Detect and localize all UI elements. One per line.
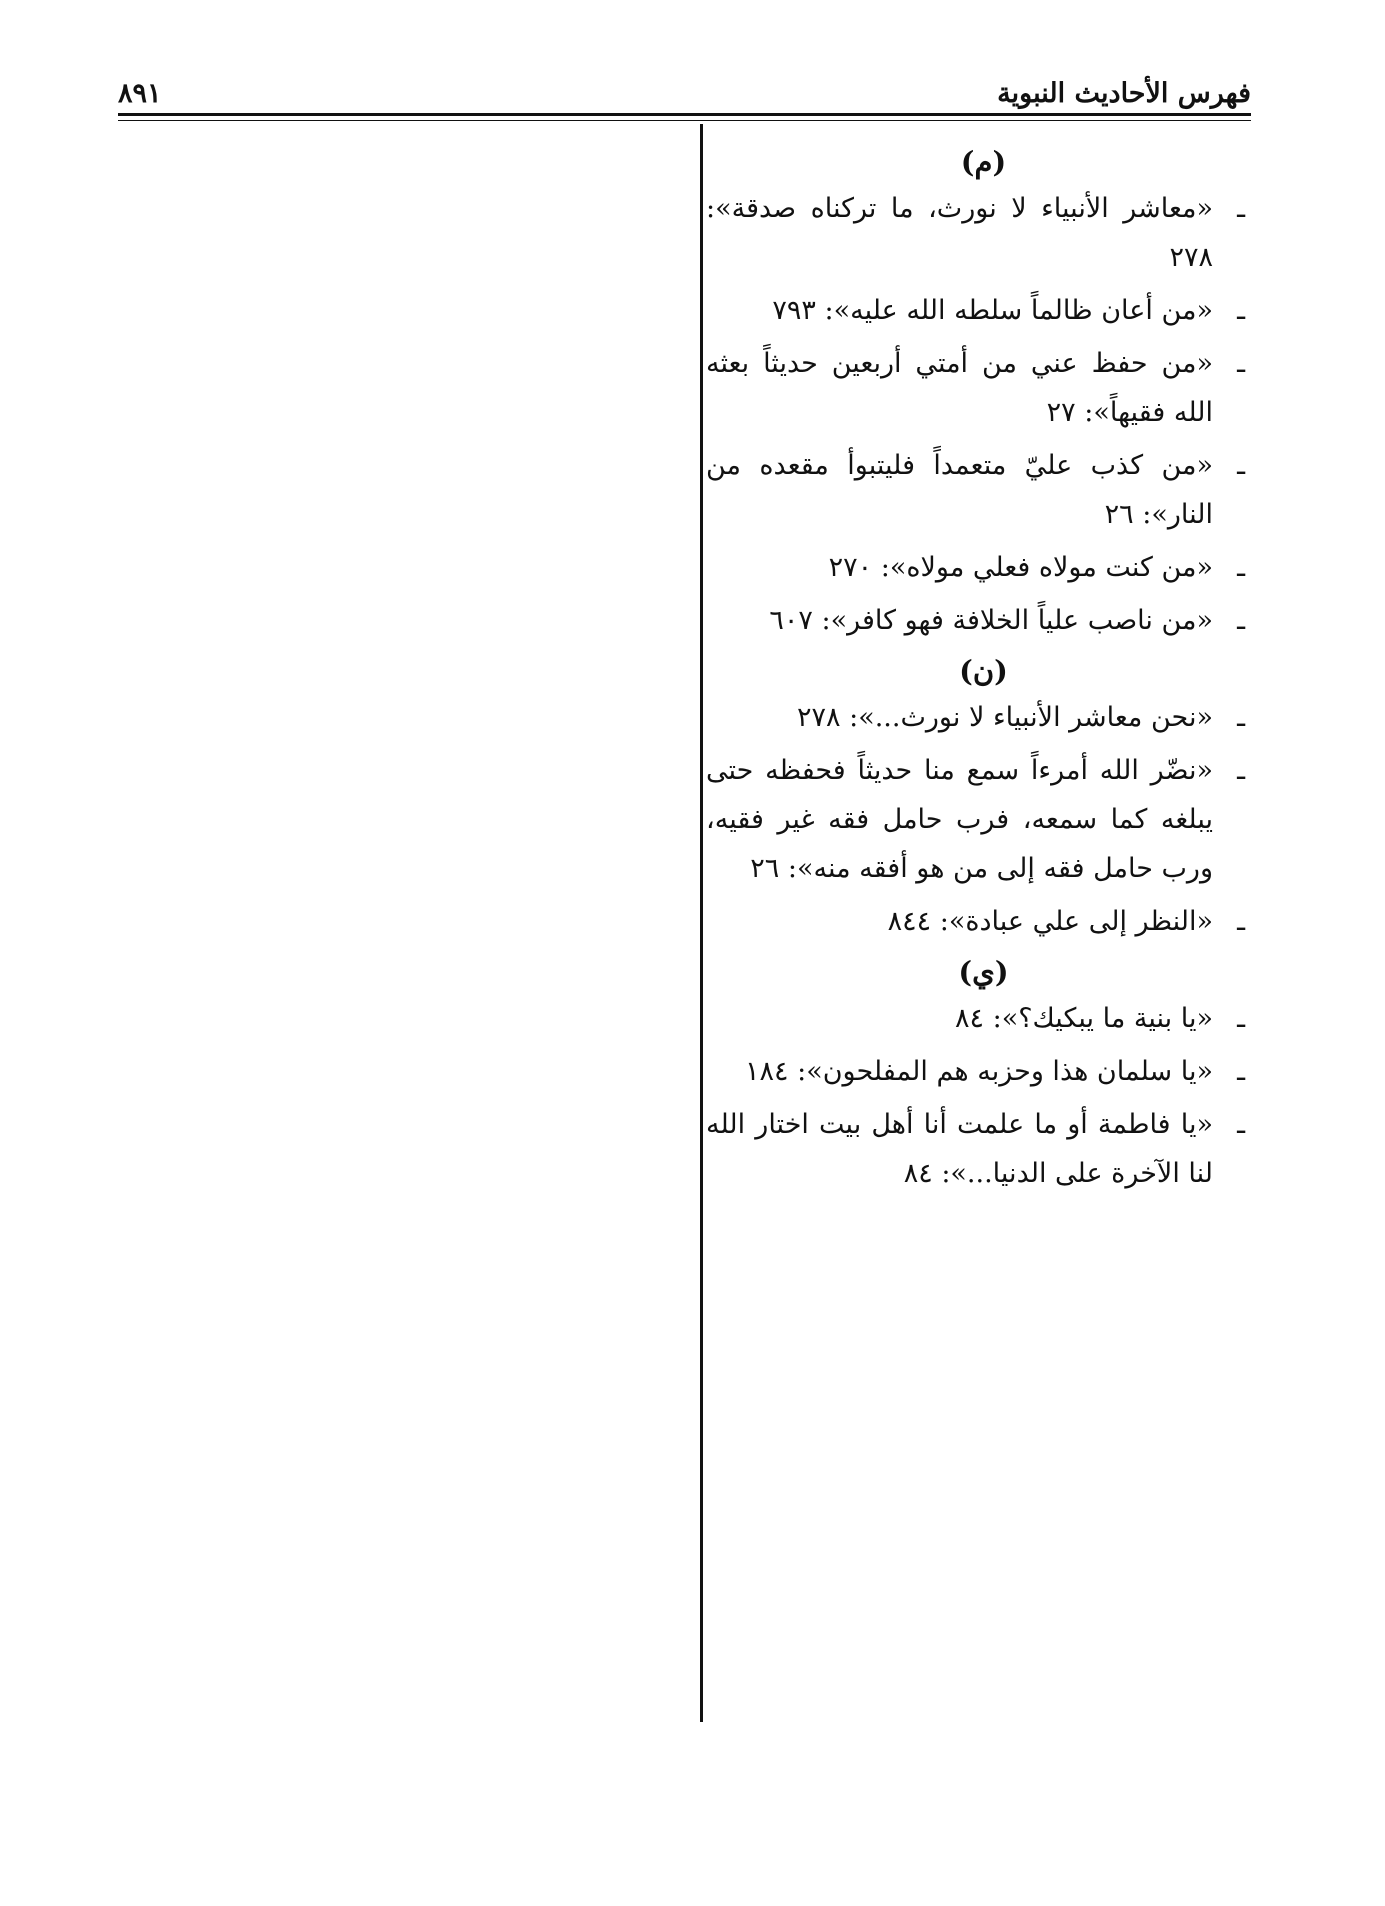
page-number: ٨٩١ bbox=[118, 78, 162, 109]
header-rule-thin bbox=[118, 120, 1251, 121]
hadith-text: «يا بنية ما يبكيك؟»: bbox=[992, 1003, 1213, 1034]
list-item bbox=[706, 897, 1251, 946]
hadith-list bbox=[706, 994, 1251, 1198]
hadith-text: «من حفظ عني من أمتي أربعين حديثاً بعثه الله فقيهاً»: bbox=[706, 348, 1213, 428]
hadith-list bbox=[706, 184, 1251, 645]
bullet-dash: ـ bbox=[1237, 348, 1245, 379]
hadith-text-wrapper bbox=[706, 286, 1213, 335]
list-item bbox=[706, 543, 1251, 592]
bullet-dash: ـ bbox=[1237, 605, 1245, 636]
list-item bbox=[706, 746, 1251, 893]
hadith-text: «من ناصب علياً الخلافة فهو كافر»: bbox=[821, 605, 1213, 636]
page-reference: ٢٦ bbox=[1104, 499, 1134, 530]
section-heading: (ي) bbox=[958, 955, 1009, 989]
page-reference: ٧٩٣ bbox=[772, 295, 816, 326]
bullet-dash: ـ bbox=[1237, 295, 1245, 326]
column-divider bbox=[700, 124, 703, 1722]
page-reference: ٢٧ bbox=[1046, 397, 1076, 428]
page-reference: ١٨٤ bbox=[745, 1056, 789, 1087]
hadith-text: «من كذب عليّ متعمداً فليتبوأ مقعده من النار»: bbox=[706, 450, 1213, 530]
hadith-list bbox=[706, 693, 1251, 946]
page-reference: ٢٧٨ bbox=[1169, 242, 1213, 273]
bullet-dash: ـ bbox=[1237, 552, 1245, 583]
bullet-dash: ـ bbox=[1237, 1003, 1245, 1034]
hadith-text-wrapper bbox=[706, 1047, 1213, 1096]
header-rule bbox=[118, 113, 1251, 116]
list-item bbox=[706, 339, 1251, 437]
hadith-text: «نحن معاشر الأنبياء لا نورث...»: bbox=[849, 702, 1213, 733]
list-item bbox=[706, 596, 1251, 645]
hadith-text-wrapper bbox=[706, 596, 1213, 645]
list-item bbox=[706, 441, 1251, 539]
section-ya bbox=[706, 950, 1251, 1198]
hadith-text: «من أعان ظالماً سلطه الله عليه»: bbox=[824, 295, 1213, 326]
hadith-text-wrapper bbox=[706, 746, 1213, 893]
page-reference: ٢٧٠ bbox=[828, 552, 873, 583]
hadith-text: «من كنت مولاه فعلي مولاه»: bbox=[880, 552, 1213, 583]
page-reference: ٢٦ bbox=[750, 853, 780, 884]
hadith-text: «يا سلمان هذا وحزبه هم المفلحون»: bbox=[797, 1056, 1213, 1087]
index-column bbox=[706, 140, 1251, 1202]
list-item bbox=[706, 184, 1251, 282]
section-heading: (ن) bbox=[959, 654, 1008, 688]
bullet-dash: ـ bbox=[1237, 755, 1245, 786]
hadith-text-wrapper bbox=[706, 1100, 1213, 1198]
list-item bbox=[706, 994, 1251, 1043]
list-item bbox=[706, 693, 1251, 742]
bullet-dash: ـ bbox=[1237, 1109, 1245, 1140]
list-item bbox=[706, 1047, 1251, 1096]
header-title: فهرس الأحاديث النبوية bbox=[997, 78, 1251, 109]
hadith-text: «نضّر الله أمرءاً سمع منا حديثاً فحفظه حتى يبلغه كما سمعه، فرب حامل فقه غير فقيه، ورب حامل فقه إلى من هو أفقه منه»: bbox=[706, 755, 1213, 884]
hadith-text-wrapper bbox=[706, 994, 1213, 1043]
hadith-text: «النظر إلى علي عبادة»: bbox=[939, 906, 1213, 937]
list-item bbox=[706, 1100, 1251, 1198]
bullet-dash: ـ bbox=[1237, 450, 1245, 481]
page-reference: ٢٧٨ bbox=[796, 702, 841, 733]
page-reference: ٨٤ bbox=[903, 1158, 933, 1189]
page-reference: ٨٤ bbox=[954, 1003, 984, 1034]
section-heading: (م) bbox=[960, 145, 1007, 179]
bullet-dash: ـ bbox=[1237, 702, 1245, 733]
section-nun bbox=[706, 649, 1251, 946]
page-reference: ٦٠٧ bbox=[769, 605, 813, 636]
hadith-text: «معاشر الأنبياء لا نورث، ما تركناه صدقة»: bbox=[706, 193, 1213, 224]
hadith-text: «يا فاطمة أو ما علمت أنا أهل بيت اختار الله لنا الآخرة على الدنيا...»: bbox=[706, 1109, 1213, 1189]
bullet-dash: ـ bbox=[1237, 193, 1245, 224]
hadith-text-wrapper bbox=[706, 693, 1213, 742]
hadith-text-wrapper bbox=[706, 543, 1213, 592]
hadith-text-wrapper bbox=[706, 339, 1213, 437]
bullet-dash: ـ bbox=[1237, 1056, 1245, 1087]
hadith-text-wrapper bbox=[706, 184, 1213, 282]
hadith-text-wrapper bbox=[706, 441, 1213, 539]
list-item bbox=[706, 286, 1251, 335]
section-mim bbox=[706, 140, 1251, 645]
bullet-dash: ـ bbox=[1237, 906, 1245, 937]
hadith-text-wrapper bbox=[706, 897, 1213, 946]
page-reference: ٨٤٤ bbox=[887, 906, 932, 937]
running-header bbox=[118, 74, 1251, 114]
